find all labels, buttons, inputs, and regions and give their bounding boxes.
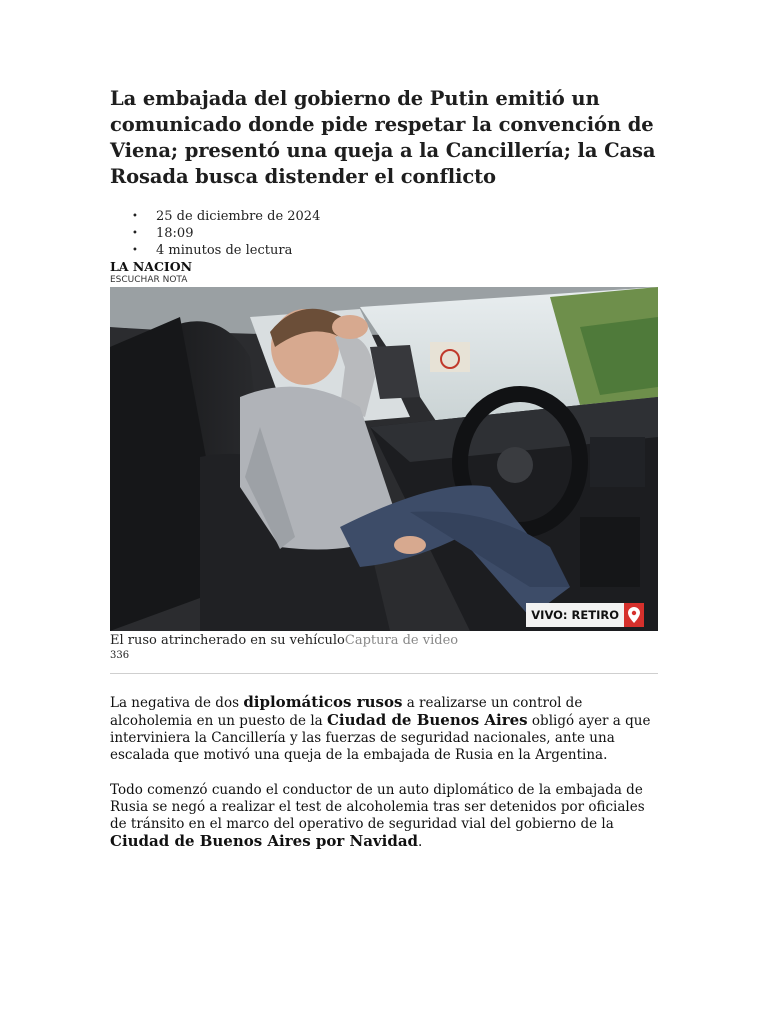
car-interior-image — [110, 287, 658, 631]
meta-time — [110, 225, 658, 242]
comment-count: 336 — [110, 650, 130, 661]
p2-text-c: . — [418, 834, 423, 850]
location-pin-icon — [624, 603, 644, 627]
bullet-icon: • — [132, 211, 138, 222]
live-badge — [526, 603, 644, 627]
p1-text-c: a realizarse un control de alcoholemia en un puesto de la — [110, 695, 583, 729]
paragraph-1 — [110, 694, 658, 764]
link-ciudad-buenos-aires[interactable]: Ciudad de Buenos Aires — [326, 711, 528, 729]
link-diplomaticos-rusos[interactable]: diplomáticos rusos — [243, 693, 403, 711]
divider — [110, 673, 658, 674]
link-ciudad-navidad[interactable]: Ciudad de Buenos Aires por Navidad — [110, 832, 419, 850]
listen-link[interactable]: ESCUCHAR NOTA — [110, 275, 188, 285]
photo-caption — [110, 633, 658, 649]
p1-text-e: obligó ayer a que interviniera la Cancillería y las fuerzas de seguridad nacionales, ante una escalada que motivó una queja de la embajada de Rusia en la Argentina. — [110, 713, 651, 763]
meta-time-text: 18:09 — [156, 226, 194, 241]
headline: La embajada del gobierno de Putin emitió un comunicado donde pide respetar la convención de Viena; presentó una queja a la Cancillería; la Casa Rosada busca distender el conflicto — [110, 87, 656, 188]
meta-date-text: 25 de diciembre de 2024 — [156, 209, 321, 224]
p1-text-a: La negativa de dos — [110, 695, 244, 711]
meta-date — [110, 208, 658, 225]
article — [110, 86, 658, 851]
photo-credit: Captura de video — [344, 633, 459, 648]
caption-text: El ruso atrincherado en su vehículo — [110, 633, 345, 648]
article-meta — [110, 208, 658, 259]
meta-reading-text: 4 minutos de lectura — [156, 243, 293, 258]
article-photo — [110, 287, 658, 631]
p2-text-a: Todo comenzó cuando el conductor de un auto diplomático de la embajada de Rusia se negó a realizar el test de alcoholemia tras ser detenidos por oficiales de tránsito en el marco del operativo de seguridad vial del gobierno de la — [110, 782, 645, 832]
paragraph-2 — [110, 782, 658, 851]
bullet-icon: • — [132, 245, 138, 256]
meta-reading-time — [110, 242, 658, 259]
live-badge-text: VIVO: RETIRO — [526, 603, 624, 627]
bullet-icon: • — [132, 228, 138, 239]
source-name: LA NACION — [110, 259, 193, 274]
